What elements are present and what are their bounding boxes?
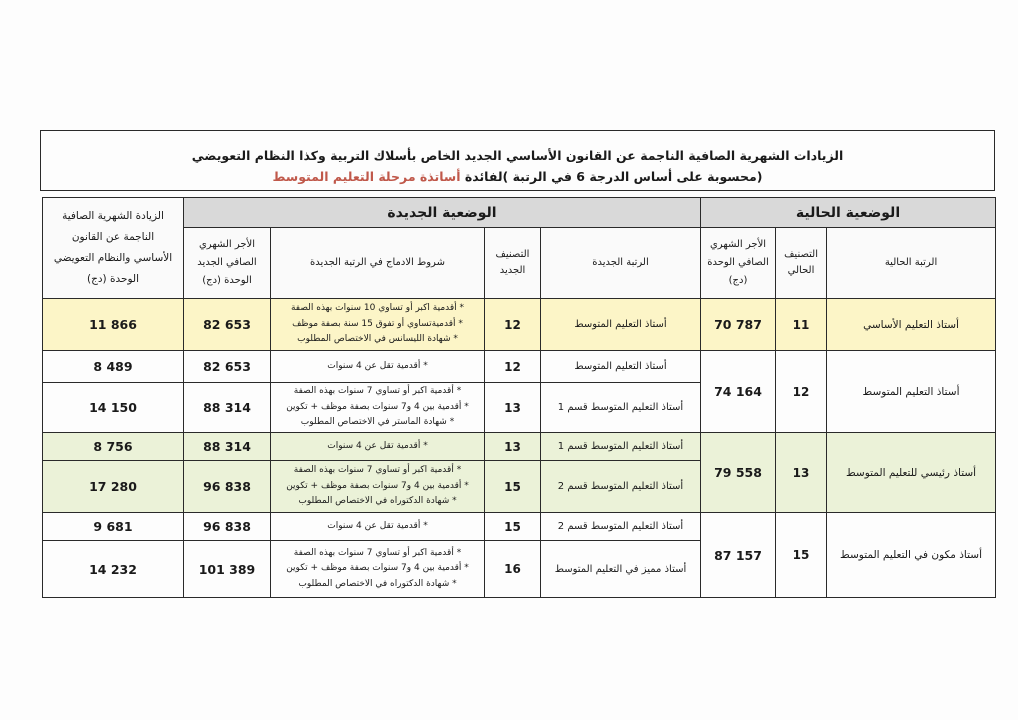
increase-cell: 8 489	[43, 351, 184, 383]
header-conditions: شروط الادماج في الرتبة الجديدة	[271, 228, 485, 299]
condition-line: * أقدمية تقل عن 4 سنوات	[327, 440, 428, 451]
current-salary-cell: 74 164	[701, 351, 776, 433]
salary-table	[42, 197, 996, 598]
current-salary-cell: 87 157	[701, 513, 776, 598]
condition-line: * أقدمية اكبر أو تساوي 7 سنوات بهذه الصفة	[293, 386, 462, 397]
condition-line: * أقدمية بين 4 و7 سنوات بصفة موظف + تكوين	[286, 480, 469, 491]
new-rank-cell: أستاذ مميز في التعليم المتوسط	[541, 541, 701, 598]
new-rank-cell: أستاذ التعليم المتوسط قسم 1	[541, 383, 701, 433]
new-class-cell: 13	[485, 433, 541, 461]
new-rank-cell: أستاذ التعليم المتوسط قسم 2	[541, 461, 701, 513]
title-line-2-prefix: (محسوبة على أساس الدرجة 6 في الرتبة )لفائدة	[464, 169, 763, 184]
header-line: الأجر الشهري	[709, 239, 767, 250]
header-line: الصافي الجديد	[197, 257, 257, 268]
new-salary-cell: 82 653	[184, 299, 271, 351]
header-current-salary	[701, 228, 776, 299]
current-class-cell: 13	[776, 433, 827, 513]
table-row	[43, 433, 996, 461]
condition-line: * شهادة الدكتوراه في الاختصاص المطلوب	[298, 496, 457, 507]
new-salary-cell: 101 389	[184, 541, 271, 598]
condition-line: * أقدمية تقل عن 4 سنوات	[327, 520, 428, 531]
condition-line: * أقدمية اكبر أو تساوي 7 سنوات بهذه الصفة	[293, 547, 462, 558]
current-salary-cell: 70 787	[701, 299, 776, 351]
new-salary-cell: 82 653	[184, 351, 271, 383]
header-line: التصنيف	[495, 249, 530, 260]
increase-cell: 17 280	[43, 461, 184, 513]
condition-line: * شهادة الليسانس في الاختصاص المطلوب	[297, 334, 458, 345]
new-class-cell: 12	[485, 299, 541, 351]
new-salary-cell: 88 314	[184, 383, 271, 433]
title-line-2	[41, 168, 994, 186]
condition-line: * أقدمية بين 4 و7 سنوات بصفة موظف + تكوين	[286, 563, 469, 574]
header-line: (دج)	[728, 275, 748, 286]
current-rank-cell: أستاذ التعليم المتوسط	[827, 351, 996, 433]
current-class-cell: 15	[776, 513, 827, 598]
new-class-cell: 15	[485, 461, 541, 513]
title-box	[40, 130, 995, 191]
new-salary-cell: 96 838	[184, 513, 271, 541]
new-class-cell: 12	[485, 351, 541, 383]
current-rank-cell: أستاذ رئيسي للتعليم المتوسط	[827, 433, 996, 513]
increase-cell: 14 150	[43, 383, 184, 433]
increase-cell: 8 756	[43, 433, 184, 461]
new-rank-cell: أستاذ التعليم المتوسط قسم 1	[541, 433, 701, 461]
header-new-salary	[184, 228, 271, 299]
new-class-cell: 13	[485, 383, 541, 433]
header-line: الأجر الشهري	[198, 239, 256, 250]
new-salary-cell: 96 838	[184, 461, 271, 513]
header-current-rank: الرتبة الحالية	[827, 228, 996, 299]
header-increase	[43, 198, 184, 299]
condition-line: * شهادة الدكتوراه في الاختصاص المطلوب	[298, 578, 457, 589]
title-line-1: الزيادات الشهرية الصافية الناجمة عن القانون الأساسي الجديد الخاص بأسلاك التربية وكذا النظام التعويضي	[191, 148, 844, 163]
header-line: التصنيف	[784, 249, 818, 260]
title-highlight: أساتذة مرحلة التعليم المتوسط	[272, 169, 461, 184]
header-new-class	[485, 228, 541, 299]
conditions-cell	[271, 433, 485, 461]
condition-line: * أقدميةتساوي أو تفوق 15 سنة بصفة موظف	[292, 318, 463, 329]
new-rank-cell: أستاذ التعليم المتوسط	[541, 351, 701, 383]
current-rank-cell: أستاذ مكون في التعليم المتوسط	[827, 513, 996, 598]
new-rank-cell: أستاذ التعليم المتوسط قسم 2	[541, 513, 701, 541]
conditions-cell	[271, 383, 485, 433]
condition-line: * أقدمية اكبر أو تساوي 10 سنوات بهذه الصفة	[290, 303, 465, 314]
table-row	[43, 299, 996, 351]
new-class-cell: 16	[485, 541, 541, 598]
current-class-cell: 11	[776, 299, 827, 351]
section-header-new: الوضعية الجديدة	[184, 198, 701, 228]
conditions-cell	[271, 513, 485, 541]
condition-line: * أقدمية اكبر أو تساوي 7 سنوات بهذه الصفة	[293, 465, 462, 476]
header-line: الزيادة الشهرية الصافية	[62, 210, 164, 222]
increase-cell: 9 681	[43, 513, 184, 541]
table-row	[43, 513, 996, 541]
header-line: الوحدة (دج)	[86, 273, 140, 285]
conditions-cell	[271, 541, 485, 598]
new-salary-cell: 88 314	[184, 433, 271, 461]
section-header-current: الوضعية الحالية	[701, 198, 996, 228]
current-salary-cell: 79 558	[701, 433, 776, 513]
table-row	[43, 351, 996, 383]
increase-cell: 14 232	[43, 541, 184, 598]
current-rank-cell: أستاذ التعليم الأساسي	[827, 299, 996, 351]
header-line: الوحدة (دج)	[202, 275, 252, 286]
header-line: الناجمة عن القانون	[71, 231, 155, 243]
header-line: الصافي الوحدة	[707, 257, 769, 268]
header-current-class	[776, 228, 827, 299]
condition-line: * شهادة الماستر في الاختصاص المطلوب	[300, 417, 455, 428]
section-header-row	[43, 198, 996, 228]
current-class-cell: 12	[776, 351, 827, 433]
column-header-row	[43, 228, 996, 299]
conditions-cell	[271, 299, 485, 351]
conditions-cell	[271, 461, 485, 513]
condition-line: * أقدمية تقل عن 4 سنوات	[327, 360, 428, 371]
new-rank-cell: أستاذ التعليم المتوسط	[541, 299, 701, 351]
header-new-rank: الرتبة الجديدة	[541, 228, 701, 299]
header-line: الأساسي والنظام التعويضي	[53, 252, 173, 264]
condition-line: * أقدمية بين 4 و7 سنوات بصفة موظف + تكوين	[286, 401, 469, 412]
new-class-cell: 15	[485, 513, 541, 541]
conditions-cell	[271, 351, 485, 383]
header-line: الجديد	[499, 265, 526, 276]
increase-cell: 11 866	[43, 299, 184, 351]
header-line: الحالي	[787, 265, 815, 276]
